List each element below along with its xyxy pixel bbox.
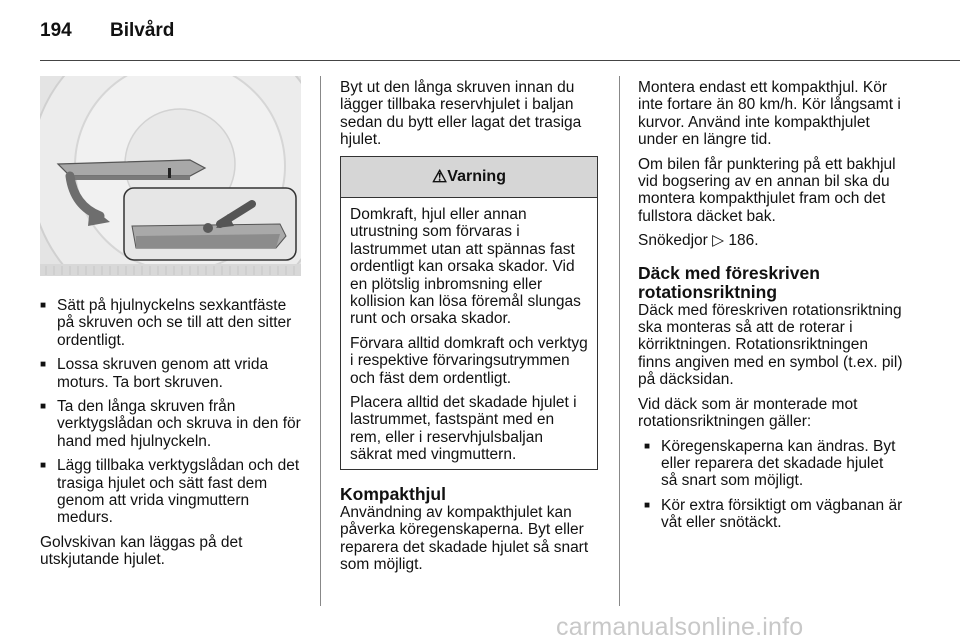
- warning-triangle-icon: ⚠: [432, 167, 448, 186]
- middle-intro: [340, 79, 605, 156]
- list-item: ■ Kör extra försiktigt om vägbanan är våt eller snötäckt.: [644, 497, 903, 532]
- page-header: [40, 20, 174, 42]
- warning-box: [340, 156, 598, 470]
- warning-body: [341, 198, 597, 464]
- paragraph: Däck med föreskriven rotationsriktning ska monteras så att de roterar i körriktningen. Rotationsriktningen finns angiven med en symbol (t.ex. pil) på däcksidan.: [638, 301, 903, 389]
- warning-paragraph: Placera alltid det skadade hjulet i lastrummet, fastspänt med en rem, eller i reservhjulsbaljan säkrat med vingmuttern.: [350, 394, 577, 464]
- list-item: ■ Lägg tillbaka verktygslådan och det trasiga hjulet och sätt fast dem genom att vrida vingmuttern medurs.: [40, 457, 305, 527]
- intro-paragraph: Byt ut den långa skruven innan du lägger tillbaka reservhjulet i baljan sedan du bytt eller lagat det trasiga hjulet.: [340, 79, 582, 149]
- header-divider: [40, 60, 960, 61]
- list-item: ■ Köregenskaperna kan ändras. Byt eller reparera det skadade hjulet så snart som möjligt.: [644, 438, 903, 490]
- warning-header: [341, 157, 597, 198]
- compact-wheel-section: [340, 485, 605, 581]
- paragraph: Montera endast ett kompakthjul. Kör inte fortare än 80 km/h. Kör långsamt i kurvor. Använd inte kompakthjulet under en längre tid.: [638, 79, 901, 149]
- warning-title: Varning: [447, 168, 506, 185]
- section-heading: Kompakthjul: [340, 484, 446, 504]
- section-heading: Däck med föreskriven rotationsriktning: [638, 262, 820, 302]
- warning-paragraph: Domkraft, hjul eller annan utrustning som förvaras i lastrummet utan att spännas fast ordentligt kan orsaka skador. Vid en plötslig inbromsning eller kollision kan lösa föremål slungas runt och orsaka skador.: [350, 206, 581, 328]
- section-title: Bilvård: [110, 20, 175, 41]
- list-item: ■ Ta den långa skruven från verktygslådan och skruva in den för hand med hjulnyckeln.: [40, 398, 305, 450]
- section-paragraph: Användning av kompakthjulet kan påverka köregenskaperna. Byt eller reparera det skadade hjulet så snart som möjligt.: [340, 504, 589, 574]
- page-number: 194: [40, 20, 72, 41]
- right-column: [638, 79, 903, 539]
- spare-wheel-tray-illustration: [40, 76, 301, 276]
- paragraph: Om bilen får punktering på ett bakhjul vid bogsering av en annan bil ska du montera kompakthjulet fram och det fullstora däcket bak.: [638, 155, 896, 225]
- list-item: ■ Sätt på hjulnyckelns sexkantfäste på skruven och se till att den sitter ordentligt.: [40, 297, 305, 349]
- column-divider-1: [320, 76, 321, 606]
- closing-paragraph: Golvskivan kan läggas på det utskjutande hjulet.: [40, 533, 243, 569]
- page-reference-arrow-icon: ▷: [712, 232, 725, 250]
- page-reference: Snökedjor ▷ 186.: [638, 232, 759, 250]
- list-item: ■ Lossa skruven genom att vrida moturs. Ta bort skruven.: [40, 356, 305, 391]
- paragraph: Vid däck som är monterade mot rotationsriktningen gäller:: [638, 395, 858, 431]
- warning-paragraph: Förvara alltid domkraft och verktyg i respektive förvaringsutrymmen och fäst dem ordentligt.: [350, 334, 588, 387]
- watermark: carmanualsonline.info: [556, 613, 804, 641]
- spare-wheel-tray-drawing: [40, 76, 301, 276]
- left-column: [40, 297, 305, 576]
- column-divider-2: [619, 76, 620, 606]
